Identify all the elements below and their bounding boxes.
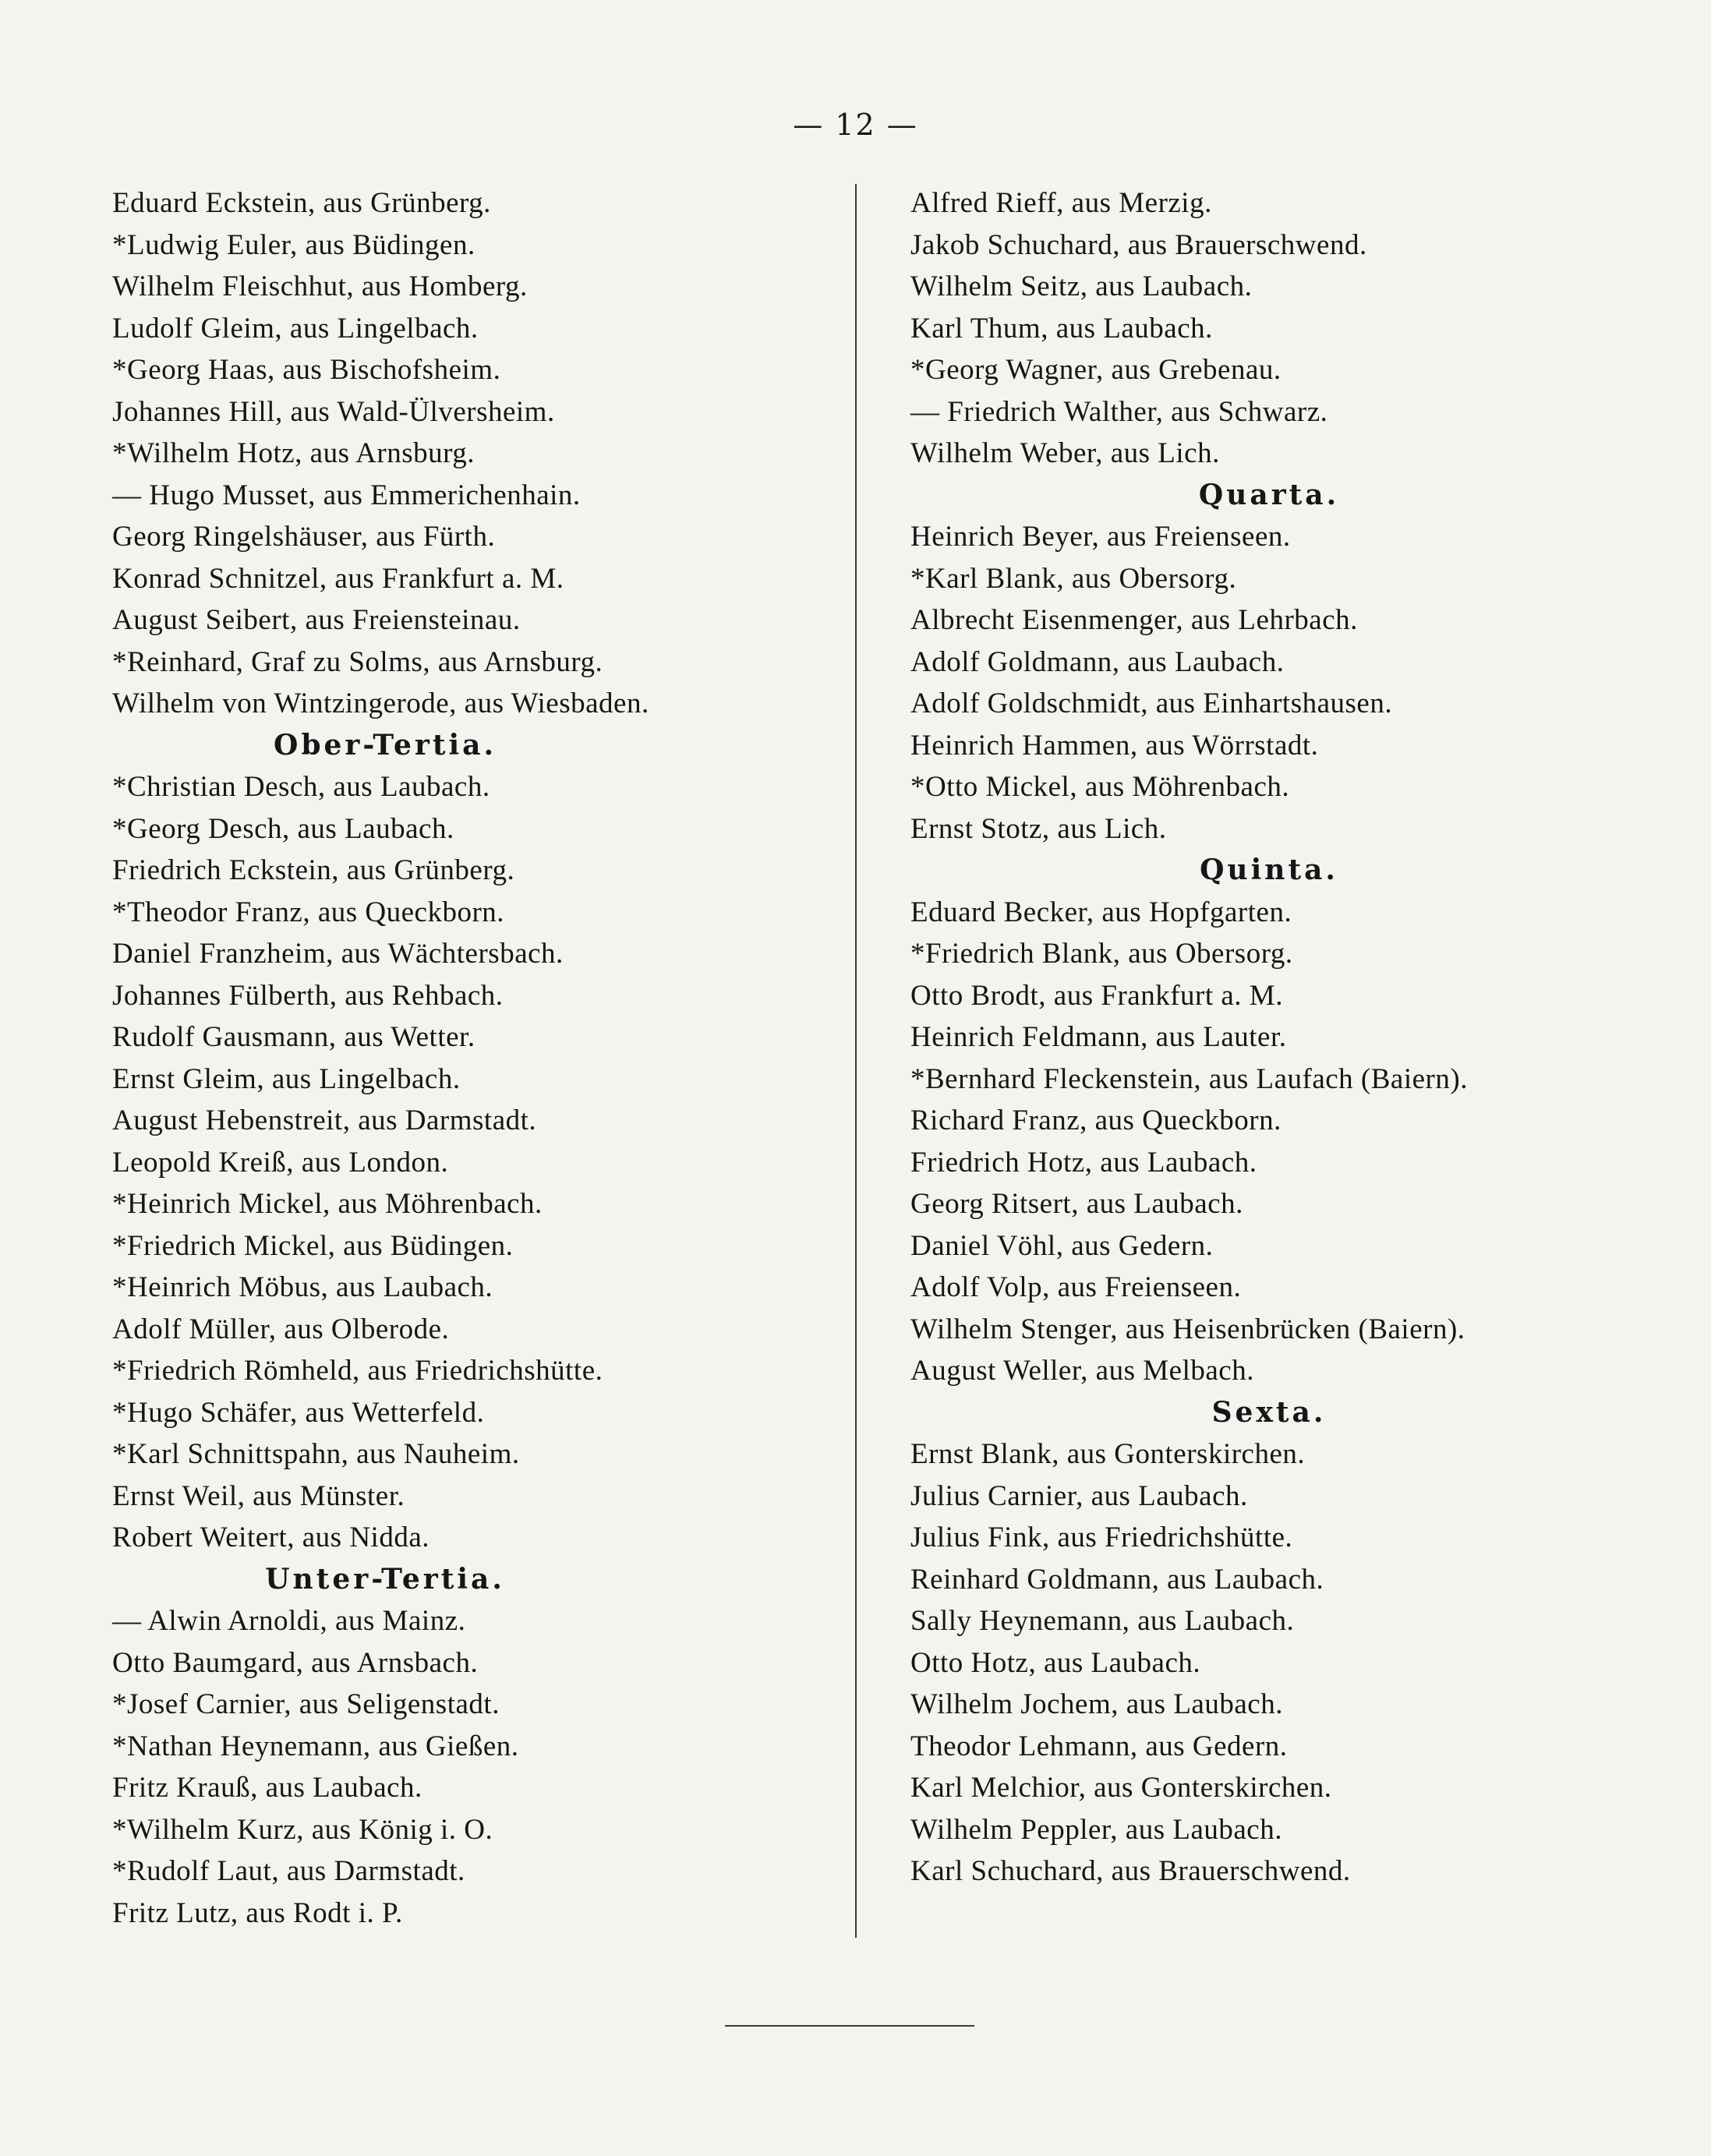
student-entry: *Friedrich Römheld, aus Friedrichshütte.: [112, 1355, 603, 1387]
column-divider: [855, 184, 857, 1938]
student-entry: Julius Carnier, aus Laubach.: [910, 1479, 1248, 1512]
student-entry: *Wilhelm Hotz, aus Arnsburg.: [112, 437, 475, 469]
student-entry: *Georg Desch, aus Laubach.: [112, 812, 454, 845]
student-entry: Wilhelm Jochem, aus Laubach.: [910, 1688, 1283, 1720]
class-heading: Unter-Tertia.: [265, 1562, 505, 1596]
student-entry: Karl Schuchard, aus Brauerschwend.: [910, 1855, 1351, 1887]
student-entry: *Heinrich Möbus, aus Laubach.: [112, 1271, 493, 1303]
student-entry: *Josef Carnier, aus Seligenstadt.: [112, 1688, 500, 1720]
student-entry: Albrecht Eisenmenger, aus Lehrbach.: [910, 604, 1358, 636]
left-column: [112, 182, 861, 1934]
student-entry: Georg Ringelshäuser, aus Fürth.: [112, 521, 496, 553]
student-entry: *Karl Schnittspahn, aus Nauheim.: [112, 1438, 520, 1470]
student-entry: Wilhelm Weber, aus Lich.: [910, 437, 1220, 469]
student-entry: *Hugo Schäfer, aus Wetterfeld.: [112, 1396, 485, 1429]
student-entry: Reinhard Goldmann, aus Laubach.: [910, 1563, 1324, 1596]
student-entry: *Friedrich Blank, aus Obersorg.: [910, 938, 1293, 970]
student-entry: Daniel Vöhl, aus Gedern.: [910, 1229, 1214, 1262]
footer-rule: [725, 2025, 974, 2027]
student-entry: August Seibert, aus Freiensteinau.: [112, 604, 521, 636]
right-column: [910, 182, 1659, 1893]
student-entry: Otto Baumgard, aus Arnsbach.: [112, 1646, 479, 1679]
student-entry: Adolf Goldmann, aus Laubach.: [910, 645, 1285, 678]
student-entry: Adolf Müller, aus Olberode.: [112, 1313, 450, 1345]
student-entry: *Otto Mickel, aus Möhrenbach.: [910, 771, 1290, 803]
class-heading: Quarta.: [1198, 478, 1340, 511]
class-heading: Ober-Tertia.: [273, 728, 497, 762]
student-entry: Johannes Hill, aus Wald-Ülversheim.: [112, 395, 555, 428]
student-entry: Heinrich Beyer, aus Freienseen.: [910, 521, 1291, 553]
student-entry: Georg Ritsert, aus Laubach.: [910, 1188, 1243, 1220]
student-entry: Leopold Kreiß, aus London.: [112, 1146, 449, 1179]
student-entry: Otto Brodt, aus Frankfurt a. M.: [910, 979, 1283, 1012]
student-entry: Rudolf Gausmann, aus Wetter.: [112, 1021, 475, 1053]
student-entry: Julius Fink, aus Friedrichshütte.: [910, 1522, 1293, 1553]
student-entry: Karl Thum, aus Laubach.: [910, 312, 1213, 345]
student-entry: Ernst Stotz, aus Lich.: [910, 812, 1167, 845]
student-entry: — Alwin Arnoldi, aus Mainz.: [112, 1605, 466, 1637]
student-entry: Adolf Volp, aus Freienseen.: [910, 1271, 1242, 1303]
student-entry: Wilhelm Seitz, aus Laubach.: [910, 270, 1253, 302]
student-entry: *Georg Wagner, aus Grebenau.: [910, 354, 1281, 386]
student-entry: Wilhelm Peppler, aus Laubach.: [910, 1813, 1282, 1846]
student-entry: Wilhelm Fleischhut, aus Homberg.: [112, 270, 528, 302]
student-entry: Wilhelm von Wintzingerode, aus Wiesbaden.: [112, 687, 649, 719]
student-entry: Ernst Weil, aus Münster.: [112, 1479, 405, 1512]
student-entry: Fritz Lutz, aus Rodt i. P.: [112, 1896, 403, 1929]
student-entry: *Reinhard, Graf zu Solms, aus Arnsburg.: [112, 645, 603, 678]
student-entry: Friedrich Hotz, aus Laubach.: [910, 1146, 1257, 1179]
student-entry: Heinrich Feldmann, aus Lauter.: [910, 1021, 1287, 1053]
student-entry: Ernst Gleim, aus Lingelbach.: [112, 1062, 461, 1095]
student-entry: Otto Hotz, aus Laubach.: [910, 1646, 1201, 1679]
student-entry: Richard Franz, aus Queckborn.: [910, 1105, 1281, 1136]
student-entry: Jakob Schuchard, aus Brauerschwend.: [910, 228, 1367, 261]
student-entry: *Georg Haas, aus Bischofsheim.: [112, 354, 501, 386]
student-entry: *Bernhard Fleckenstein, aus Laufach (Baiern).: [910, 1062, 1468, 1095]
student-entry: Eduard Becker, aus Hopfgarten.: [910, 896, 1292, 928]
student-entry: Fritz Krauß, aus Laubach.: [112, 1772, 422, 1804]
student-entry: *Friedrich Mickel, aus Büdingen.: [112, 1229, 514, 1262]
student-entry: *Nathan Heynemann, aus Gießen.: [112, 1730, 519, 1762]
student-entry: *Wilhelm Kurz, aus König i. O.: [112, 1813, 493, 1846]
student-entry: Ludolf Gleim, aus Lingelbach.: [112, 312, 479, 345]
student-entry: *Heinrich Mickel, aus Möhrenbach.: [112, 1188, 543, 1220]
student-entry: Wilhelm Stenger, aus Heisenbrücken (Baiern).: [910, 1313, 1465, 1345]
student-entry: *Theodor Franz, aus Queckborn.: [112, 896, 505, 928]
student-entry: *Karl Blank, aus Obersorg.: [910, 562, 1237, 595]
student-entry: — Friedrich Walther, aus Schwarz.: [910, 395, 1328, 428]
student-entry: Sally Heynemann, aus Laubach.: [910, 1605, 1295, 1637]
page-number: — 12 —: [793, 108, 918, 142]
student-entry: Eduard Eckstein, aus Grünberg.: [112, 187, 491, 219]
student-entry: Karl Melchior, aus Gonterskirchen.: [910, 1772, 1332, 1804]
student-entry: Theodor Lehmann, aus Gedern.: [910, 1730, 1288, 1762]
student-entry: Daniel Franzheim, aus Wächtersbach.: [112, 938, 564, 970]
student-entry: Alfred Rieff, aus Merzig.: [910, 187, 1212, 219]
student-entry: *Rudolf Laut, aus Darmstadt.: [112, 1855, 465, 1887]
class-heading: Quinta.: [1200, 854, 1338, 886]
student-entry: Heinrich Hammen, aus Wörrstadt.: [910, 729, 1319, 762]
student-entry: August Hebenstreit, aus Darmstadt.: [112, 1105, 537, 1136]
student-entry: Ernst Blank, aus Gonterskirchen.: [910, 1438, 1306, 1470]
student-entry: *Christian Desch, aus Laubach.: [112, 771, 490, 803]
student-entry: Johannes Fülberth, aus Rehbach.: [112, 979, 504, 1012]
class-heading: Sexta.: [1211, 1395, 1327, 1429]
student-entry: — Hugo Musset, aus Emmerichenhain.: [112, 479, 581, 511]
student-entry: August Weller, aus Melbach.: [910, 1355, 1254, 1387]
student-entry: Robert Weitert, aus Nidda.: [112, 1522, 430, 1553]
student-entry: Friedrich Eckstein, aus Grünberg.: [112, 854, 515, 886]
student-entry: Adolf Goldschmidt, aus Einhartshausen.: [910, 687, 1393, 719]
student-entry: *Ludwig Euler, aus Büdingen.: [112, 228, 475, 261]
student-entry: Konrad Schnitzel, aus Frankfurt a. M.: [112, 562, 564, 595]
